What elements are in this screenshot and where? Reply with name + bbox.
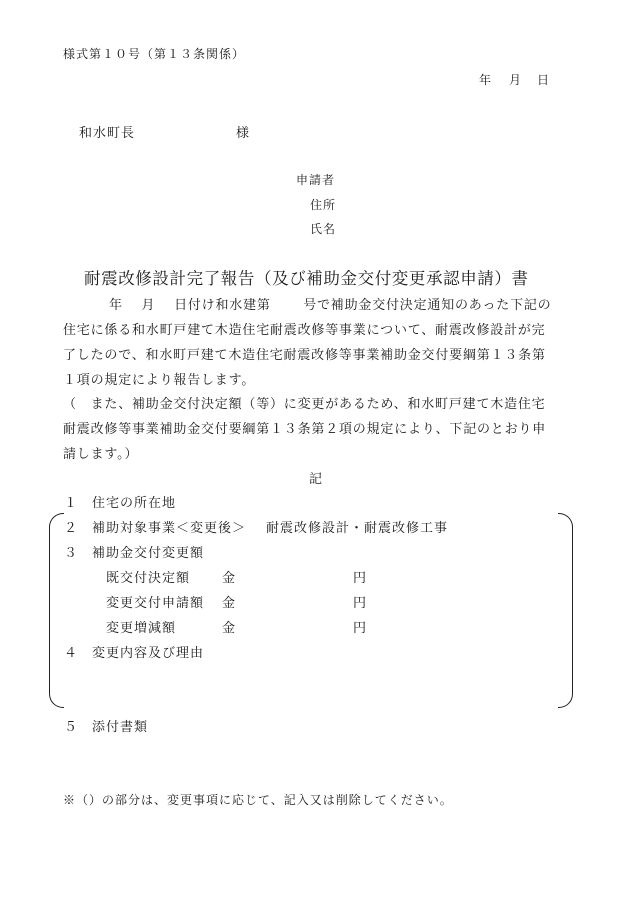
row-difference-yen: 円	[353, 621, 368, 636]
row-difference-kin: 金	[222, 621, 237, 636]
row-change-request-kin: 金	[222, 596, 237, 611]
date-year: 年	[479, 73, 493, 87]
row-existing-kin: 金	[222, 571, 237, 586]
form-number: 様式第１０号（第１３条関係）	[63, 47, 246, 61]
item-4-number: ４	[64, 646, 79, 661]
item-3-number: ３	[64, 546, 79, 561]
applicant-label: 申請者	[296, 173, 336, 187]
item-1-number: １	[64, 496, 79, 511]
intro-line-1: 年 月 日付け和水建第 号で補助金交付決定通知のあった下記の	[109, 298, 552, 313]
row-change-request-yen: 円	[353, 596, 368, 611]
item-1-label: 住宅の所在地	[92, 496, 177, 511]
item-2-label: 補助対象事業＜変更後＞	[92, 521, 247, 536]
addressee-honorific: 様	[236, 126, 251, 141]
applicant-address-label: 住所	[310, 198, 337, 212]
item-4-label: 変更内容及び理由	[92, 646, 205, 661]
bracket-left	[49, 513, 64, 708]
intro-line-5: （ また、補助金交付決定額（等）に変更があるため、和水町戸建て木造住宅	[63, 397, 546, 412]
date-day: 日	[537, 73, 551, 87]
row-difference-label: 変更増減額	[106, 621, 177, 636]
row-existing-yen: 円	[353, 571, 368, 586]
ki-heading: 記	[309, 472, 324, 487]
item-3-label: 補助金交付変更額	[92, 546, 205, 561]
row-change-request-label: 変更交付申請額	[106, 596, 205, 611]
item-2-value: 耐震改修設計・耐震改修工事	[266, 521, 449, 536]
intro-line-7: 請します。）	[63, 447, 139, 462]
intro-line-6: 耐震改修等事業補助金交付要綱第１３条第２項の規定により、下記のとおり申	[63, 422, 547, 437]
row-existing-label: 既交付決定額	[106, 571, 191, 586]
date-month: 月	[509, 73, 523, 87]
applicant-name-label: 氏名	[310, 222, 337, 236]
intro-line-2: 住宅に係る和水町戸建て木造住宅耐震改修等事業について、耐震改修設計が完	[63, 323, 546, 338]
item-5-label: 添付書類	[92, 720, 149, 735]
addressee-name: 和水町長	[79, 126, 136, 141]
intro-line-3: 了したので、和水町戸建て木造住宅耐震改修等事業補助金交付要綱第１３条第	[63, 348, 546, 363]
document-title: 耐震改修設計完了報告（及び補助金交付変更承認申請）書	[84, 269, 529, 288]
intro-line-4: １項の規定により報告します。	[63, 373, 256, 388]
footnote: ※（）の部分は、変更事項に応じて、記入又は削除してください。	[63, 793, 453, 807]
item-2-number: ２	[64, 521, 79, 536]
bracket-right	[558, 513, 573, 708]
item-5-number: ５	[64, 720, 79, 735]
